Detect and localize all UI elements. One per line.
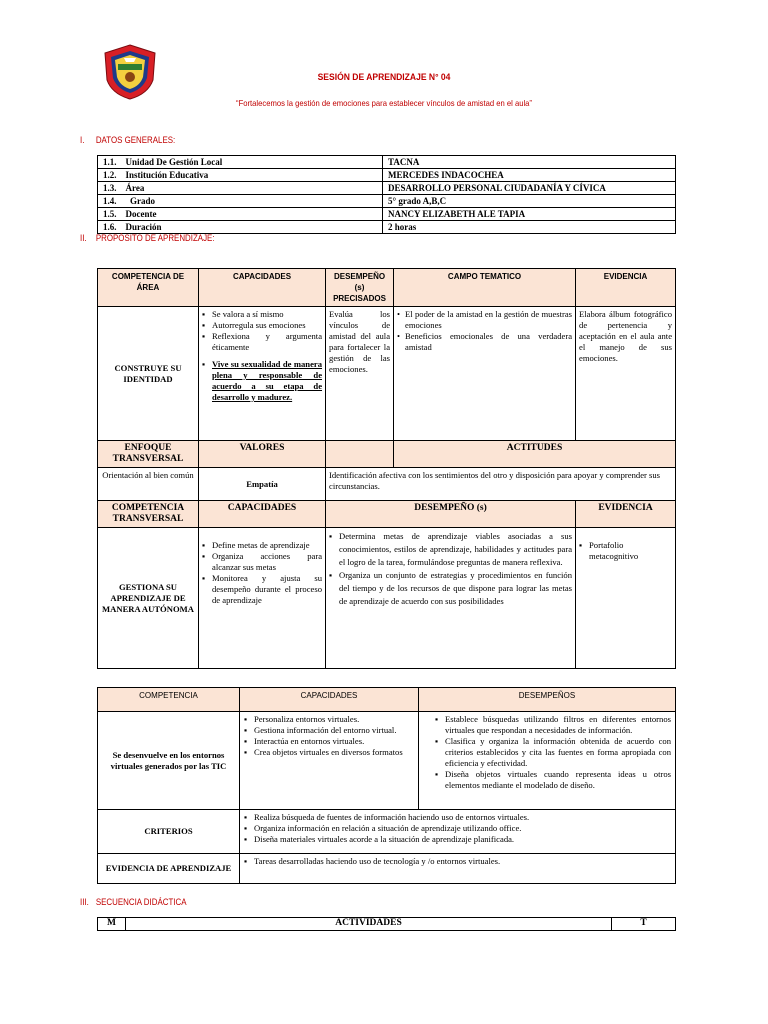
session-title: SESIÓN DE APRENDIZAJE N° 04 [317, 72, 451, 83]
header-desempeno: DESEMPEÑO (s) PRECISADOS [326, 269, 394, 307]
header-capacidades-transversal: CAPACIDADES [199, 501, 326, 528]
table-row: 1.2. Institución Educativa MERCEDES INDACOCHEA [98, 169, 676, 182]
tic-capacidades-cell [240, 712, 419, 810]
desempeno-cell: Evalúa los vínculos de amistad del aula para fortalecer la gestión de las emociones. [326, 307, 394, 441]
table-row [98, 918, 676, 931]
header-valores: VALORES [199, 441, 326, 468]
datos-value: DESARROLLO PERSONAL CIUDADANÍA Y CÍVICA [383, 182, 676, 195]
criterios-label: CRITERIOS [98, 810, 240, 854]
table-row: 1.1. Unidad De Gestión Local TACNA [98, 156, 676, 169]
capacidades-cell [199, 307, 326, 441]
campo-cell [394, 307, 576, 441]
table-row: 1.3. Área DESARROLLO PERSONAL CIUDADANÍA Y CÍVICA [98, 182, 676, 195]
list-item: ▪ Organiza un conjunto de estrategias y procedimientos en función del tiempo y de los recursos de que dispone para lograr las metas de aprendizaje de acuerdo con sus posibilidades [329, 569, 572, 608]
datos-generales-table [97, 155, 676, 234]
table-row [98, 468, 676, 501]
competencia-cell: CONSTRUYE SU IDENTIDAD [98, 307, 199, 441]
header-capacidades: CAPACIDADES [199, 269, 326, 307]
table-row [98, 810, 676, 854]
list-item: ▪ Realiza búsqueda de fuentes de información haciendo uso de entornos virtuales. [244, 812, 671, 823]
header-enfoque: ENFOQUE TRANSVERSAL [98, 441, 199, 468]
list-item: ▪ Monitorea y ajusta su desempeño durante el proceso de aprendizaje [202, 573, 322, 606]
desempeno-transversal-cell [326, 528, 576, 669]
header-tic-desempenos: DESEMPEÑOS [419, 688, 676, 712]
list-item: ▪ Diseña objetos virtuales cuando representa ideas u otros elementos mediante el modelado de diseño. [435, 769, 671, 791]
header-competencia-transversal: COMPETENCIA TRANSVERSAL [98, 501, 199, 528]
capacidades-transversal-cell [199, 528, 326, 669]
competencia-transversal-cell: GESTIONA SU APRENDIZAJE DE MANERA AUTÓNOMA [98, 528, 199, 669]
list-item: • Beneficios emocionales de una verdadera amistad [397, 331, 572, 353]
orientacion-cell: Orientación al bien común [98, 468, 199, 501]
tic-competencia-table [97, 687, 676, 884]
table-row: 1.6. Duración 2 horas [98, 221, 676, 234]
list-item: ▪ Define metas de aprendizaje [202, 540, 322, 551]
secuencia-table [97, 917, 676, 931]
criterios-cell [240, 810, 676, 854]
evidencia-transversal-cell [576, 528, 676, 669]
list-item: ▪ Crea objetos virtuales en diversos formatos [244, 747, 414, 758]
datos-label: Unidad De Gestión Local [125, 157, 223, 167]
table-row [98, 528, 676, 669]
evidencia-cell: Elabora álbum fotográfico de pertenencia y aceptación en el aula ante el manejo de sus emociones. [576, 307, 676, 441]
header-desempeno-transversal: DESEMPEÑO (s) [326, 501, 576, 528]
header-tic-competencia: COMPETENCIA [98, 688, 240, 712]
table-row [98, 688, 676, 712]
list-item: ▪ Interactúa en entornos virtuales. [244, 736, 414, 747]
table-row [98, 854, 676, 884]
table-row: 1.5. Docente NANCY ELIZABETH ALE TAPIA [98, 208, 676, 221]
list-item: ▪ Clasifica y organiza la información obtenida de acuerdo con criterios establecidos y cita las fuentes en forma apropiada con eficiencia y efectividad. [435, 736, 671, 769]
proposito-table [97, 268, 676, 669]
list-item: ▪ Autorregula sus emociones [202, 320, 322, 331]
datos-label: Institución Educativa [125, 170, 209, 180]
tic-competencia-cell: Se desenvuelve en los entornos virtuales generados por las TIC [98, 712, 240, 810]
header-campo: CAMPO TEMATICO [394, 269, 576, 307]
list-item: ▪ Vive su sexualidad de manera plena y responsable de acuerdo a su etapa de desarrollo y madurez. [202, 359, 322, 403]
evidencia-aprendizaje-cell [240, 854, 676, 884]
datos-label: Docente [125, 209, 157, 219]
table-row [98, 712, 676, 810]
table-row [98, 501, 676, 528]
datos-value: NANCY ELIZABETH ALE TAPIA [383, 208, 676, 221]
list-item: ▪ Se valora a sí mismo [202, 309, 322, 320]
datos-label: Grado [130, 196, 156, 206]
table-row [98, 269, 676, 307]
session-subtitle: “Fortalecemos la gestión de emociones para establecer vínculos de amistad en el aula” [236, 98, 532, 108]
header-actividades: ACTIVIDADES [126, 918, 612, 931]
list-item: ▪ Tareas desarrolladas haciendo uso de tecnología y /o entornos virtuales. [244, 856, 671, 867]
table-row [98, 441, 676, 468]
evidencia-aprendizaje-label: EVIDENCIA DE APRENDIZAJE [98, 854, 240, 884]
header-tic-capacidades: CAPACIDADES [240, 688, 419, 712]
actitud-cell: Identificación afectiva con los sentimientos del otro y disposición para apoyar y comprender sus circunstancias. [326, 468, 676, 501]
list-item: ▪ Diseña materiales virtuales acorde a la situación de aprendizaje planificada. [244, 834, 671, 845]
header-actitudes: ACTITUDES [394, 441, 676, 468]
datos-value: 2 horas [383, 221, 676, 234]
datos-label: Área [125, 183, 145, 193]
datos-value: TACNA [383, 156, 676, 169]
list-item: ▪ Reflexiona y argumenta éticamente [202, 331, 322, 353]
list-item: ▪ Establece búsquedas utilizando filtros en diferentes entornos virtuales que respondan a necesidades de información. [435, 714, 671, 736]
valor-cell: Empatía [199, 468, 326, 501]
section-heading-proposito: II. PROPÓSITO DE APRENDIZAJE: [80, 233, 215, 243]
section-heading-datos: I. DATOS GENERALES: [80, 135, 176, 145]
table-row [98, 307, 676, 441]
list-item: ▪ Portafolio metacognitivo [579, 540, 672, 562]
header-competencia: COMPETENCIA DE ÁREA [98, 269, 199, 307]
list-item: ▪ Determina metas de aprendizaje viables asociadas a sus conocimientos, estilos de aprendizaje, habilidades y actitudes para el logro de la tarea, formulándose preguntas de manera reflexiva. [329, 530, 572, 569]
table-row: 1.4. Grado 5° grado A,B,C [98, 195, 676, 208]
list-item: ▪ Gestiona información del entorno virtual. [244, 725, 414, 736]
header-m: M [98, 918, 126, 931]
section-heading-secuencia: III. SECUENCIA DIDÁCTICA [80, 897, 187, 907]
list-item: ▪ Organiza acciones para alcanzar sus metas [202, 551, 322, 573]
datos-value: MERCEDES INDACOCHEA [383, 169, 676, 182]
datos-label: Duración [125, 222, 162, 232]
header-evidencia-transversal: EVIDENCIA [576, 501, 676, 528]
header-t: T [612, 918, 676, 931]
list-item: ▪ Personaliza entornos virtuales. [244, 714, 414, 725]
list-item: • El poder de la amistad en la gestión de muestras emociones [397, 309, 572, 331]
datos-value: 5° grado A,B,C [383, 195, 676, 208]
list-item: ▪ Organiza información en relación a situación de aprendizaje utilizando office. [244, 823, 671, 834]
tic-desempenos-cell [419, 712, 676, 810]
header-evidencia: EVIDENCIA [576, 269, 676, 307]
